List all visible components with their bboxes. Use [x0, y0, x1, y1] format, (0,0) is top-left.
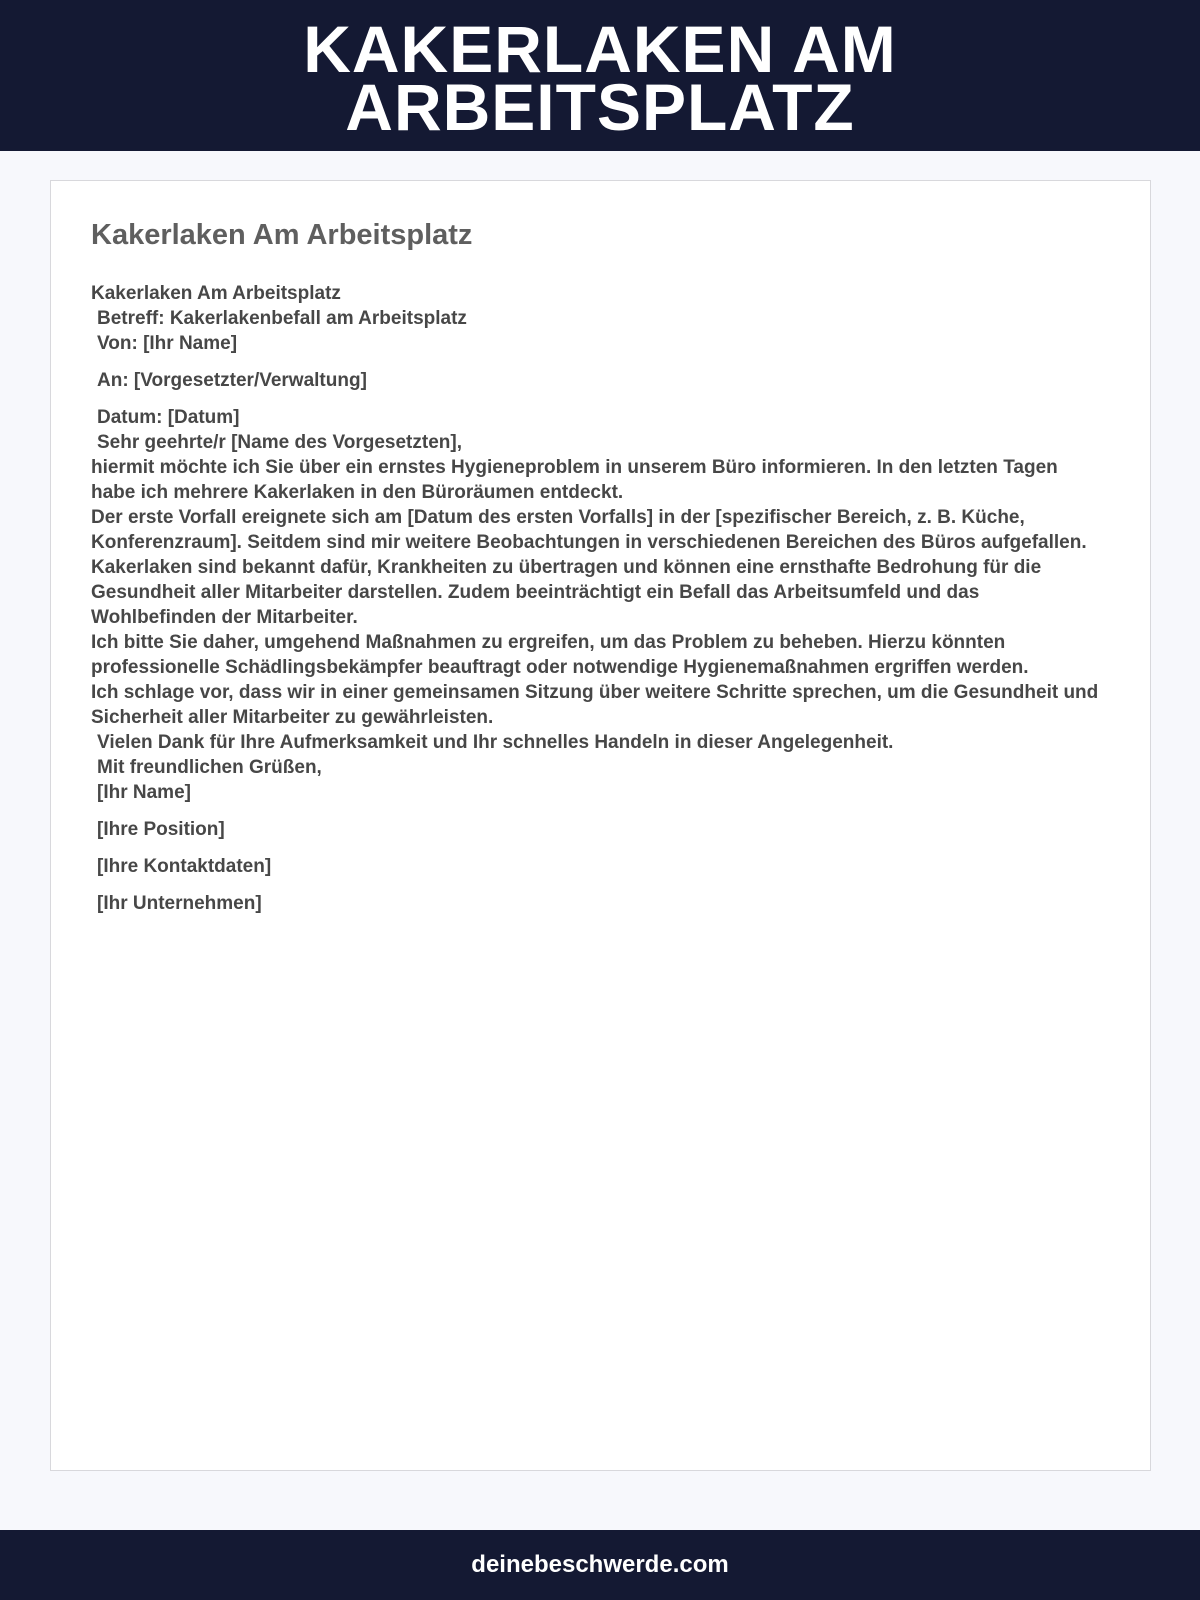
- signature-name: [Ihr Name]: [97, 782, 191, 803]
- signature-company: [Ihr Unternehmen]: [97, 893, 262, 914]
- letter-subject: Betreff: Kakerlakenbefall am Arbeitsplatz: [97, 308, 467, 329]
- letter-from: Von: [Ihr Name]: [97, 333, 238, 354]
- letter-heading: Kakerlaken Am Arbeitsplatz: [91, 283, 341, 304]
- letter-card: [50, 180, 1151, 1471]
- signature-position: [Ihre Position]: [97, 819, 225, 840]
- letter-to: An: [Vorgesetzter/Verwaltung]: [97, 370, 367, 391]
- signature-contact: [Ihre Kontaktdaten]: [97, 856, 272, 877]
- header-title: [303, 11, 897, 144]
- letter-paragraph-5: Ich schlage vor, dass wir in einer gemeinsamen Sitzung über weitere Schritte sprechen, um die Gesundheit und Sicherheit aller Mitarbeiter zu gewährleisten.: [91, 682, 1099, 728]
- document-title: Kakerlaken Am Arbeitsplatz: [91, 219, 473, 251]
- letter-body: [91, 281, 1101, 916]
- letter-paragraph-3: Kakerlaken sind bekannt dafür, Krankheiten zu übertragen und können eine ernsthafte Bedrohung für die Gesundheit aller Mitarbeiter darstellen. Zudem beeinträchtigt ein Befall das Arbeitsumfeld und das Wohlbefinden der Mitarbeiter.: [91, 557, 1042, 628]
- letter-closing: Mit freundlichen Grüßen,: [97, 757, 322, 778]
- letter-thanks: Vielen Dank für Ihre Aufmerksamkeit und Ihr schnelles Handeln in dieser Angelegenheit.: [97, 732, 894, 753]
- header-title-line2: ARBEITSPLATZ: [345, 69, 855, 144]
- letter-paragraph-4: Ich bitte Sie daher, umgehend Maßnahmen zu ergreifen, um das Problem zu beheben. Hierzu könnten professionelle Schädlingsbekämpfer beauftragt oder notwendige Hygienemaßnahmen ergriffen werden.: [91, 632, 1029, 678]
- letter-paragraph-2: Der erste Vorfall ereignete sich am [Datum des ersten Vorfalls] in der [spezifischer Bereich, z. B. Küche, Konferenzraum]. Seitdem sind mir weitere Beobachtungen in verschiedenen Bereichen des Büros aufgefallen.: [91, 507, 1087, 553]
- footer-site-link[interactable]: deinebeschwerde.com: [471, 1551, 729, 1578]
- page-header: [0, 0, 1200, 151]
- letter-date: Datum: [Datum]: [97, 407, 240, 428]
- letter-salutation: Sehr geehrte/r [Name des Vorgesetzten],: [97, 432, 462, 453]
- header-title-line1: KAKERLAKEN AM: [303, 11, 897, 86]
- page-footer: [0, 1530, 1200, 1600]
- letter-paragraph-1: hiermit möchte ich Sie über ein ernstes Hygieneproblem in unserem Büro informieren. In den letzten Tagen habe ich mehrere Kakerlaken in den Büroräumen entdeckt.: [91, 457, 1058, 503]
